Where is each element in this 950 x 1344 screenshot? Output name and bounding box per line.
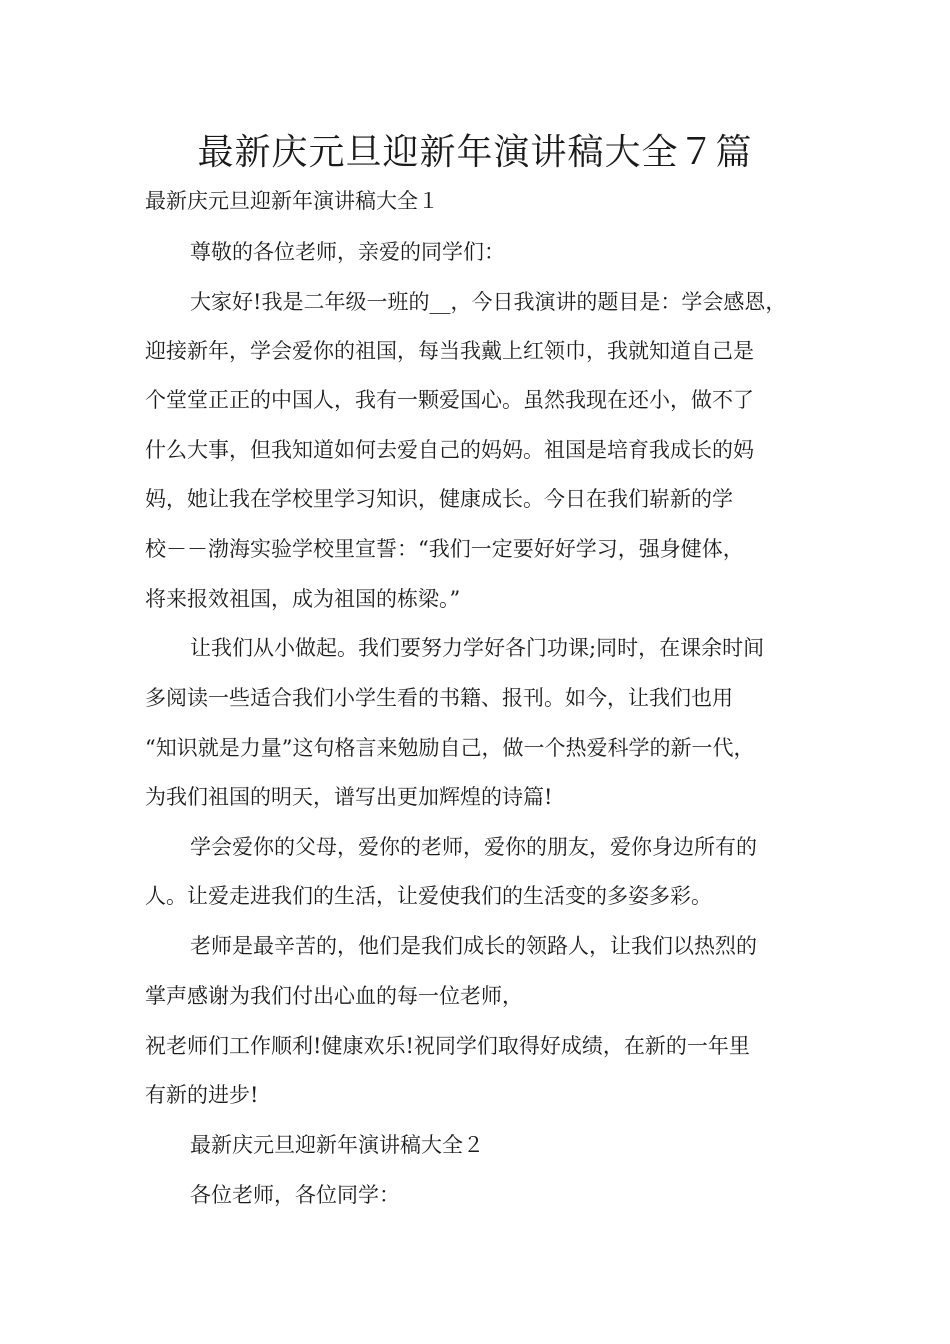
section-heading: 最新庆元旦迎新年演讲稿大全２	[190, 1133, 484, 1157]
paragraph-line: 大家好!我是二年级一班的__，今日我演讲的题目是：学会感恩，	[190, 290, 787, 314]
paragraph-line: 为我们祖国的明天，谱写出更加辉煌的诗篇!	[145, 785, 553, 809]
paragraph-line: 老师是最辛苦的，他们是我们成长的领路人，让我们以热烈的	[190, 934, 757, 958]
paragraph-line: 妈，她让我在学校里学习知识，健康成长。今日在我们崭新的学	[145, 487, 733, 511]
paragraph-line: 掌声感谢为我们付出心血的每一位老师，	[145, 984, 523, 1008]
paragraph-line: 有新的进步!	[145, 1083, 259, 1107]
paragraph-line: 学会爱你的父母，爱你的老师，爱你的朋友，爱你身边所有的	[190, 835, 757, 859]
document-title: 最新庆元旦迎新年演讲稿大全７篇	[197, 132, 753, 173]
paragraph-line: “知识就是力量”这句格言来勉励自己，做一个热爱科学的新一代，	[145, 736, 755, 760]
paragraph-line: 祝老师们工作顺利!健康欢乐!祝同学们取得好成绩，在新的一年里	[145, 1034, 750, 1058]
paragraph-line: 多阅读一些适合我们小学生看的书籍、报刊。如今，让我们也用	[145, 686, 733, 710]
paragraph-line: 什么大事，但我知道如何去爱自己的妈妈。祖国是培育我成长的妈	[145, 438, 754, 462]
greeting-line: 尊敬的各位老师，亲爱的同学们：	[190, 240, 505, 264]
greeting-line: 各位老师，各位同学：	[190, 1183, 400, 1207]
paragraph-line: 校－－渤海实验学校里宣誓：“我们一定要好好学习，强身健体，	[145, 537, 744, 561]
paragraph-line: 将来报效祖国，成为祖国的栋梁。”	[145, 587, 461, 611]
section-heading: 最新庆元旦迎新年演讲稿大全１	[145, 189, 439, 213]
paragraph-line: 迎接新年，学会爱你的祖国，每当我戴上红领巾，我就知道自己是	[145, 339, 754, 363]
paragraph-line: 人。让爱走进我们的生活，让爱使我们的生活变的多姿多彩。	[145, 884, 712, 908]
paragraph-line: 让我们从小做起。我们要努力学好各门功课;同时，在课余时间	[190, 636, 765, 660]
paragraph-line: 个堂堂正正的中国人，我有一颗爱国心。虽然我现在还小，做不了	[145, 388, 754, 412]
